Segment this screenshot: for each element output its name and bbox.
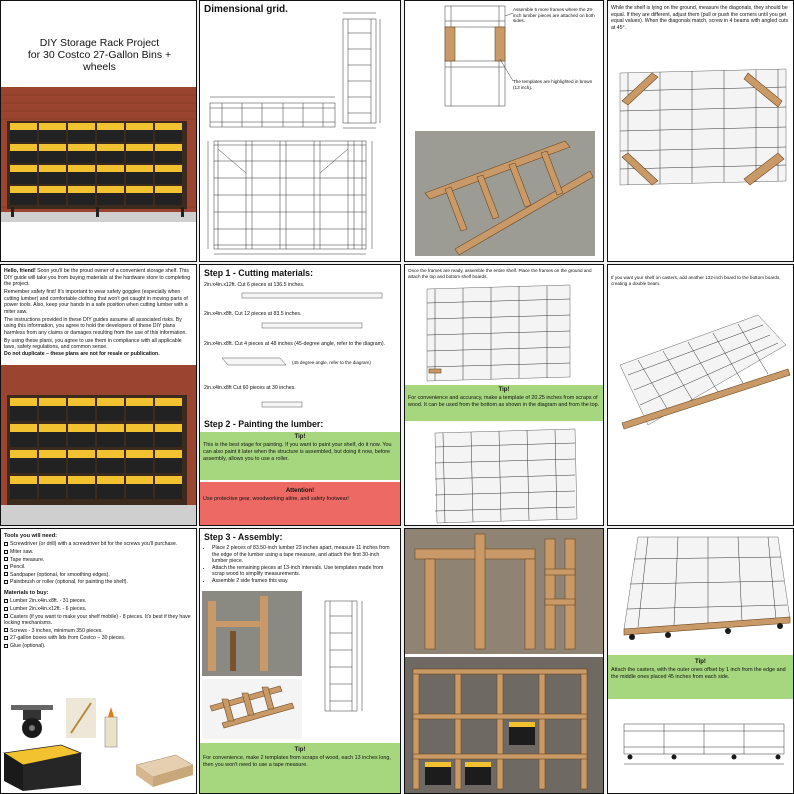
panel-tools-materials [0, 528, 197, 794]
tip-label: Tip! [294, 747, 306, 753]
cut-instruction-3: 2in.x4in.x8ft. Cut 4 pieces at 48 inches (45-degree angle, refer to the diagram). [204, 341, 386, 347]
double-beam-drawing [608, 305, 793, 465]
materials-item: Glue (optional). [4, 643, 194, 650]
step3-bullet-item: • Place 2 pieces of 83.50-inch lumber 23 inches apart, measure 11 inches from the edge of the lumber using a tape measure, and attach the first 30-inch lumber piece. [212, 545, 396, 565]
diagonal-brace-drawing [608, 61, 793, 191]
casters-drawing [608, 529, 793, 654]
shelf-flat-drawing-2 [405, 425, 603, 525]
checkbox-icon [4, 542, 8, 546]
cut-diagram-1 [240, 290, 390, 302]
cut-diagram-2 [260, 320, 370, 332]
compliance-text: By using these plans, you agree to use them in compliance with all applicable laws, safety regulations, and common sense. [4, 337, 182, 350]
no-duplicate-warning: Do not duplicate – these plans are not for resale or publication. [4, 350, 160, 357]
dimensional-grid-title: Dimensional grid. [204, 4, 288, 15]
checkbox-icon [4, 557, 8, 561]
tip-label: Tip! [498, 387, 510, 393]
caster-beam-text: If you want your shelf on casters, add another 132-inch board to the bottom boards, creating a double beam. [611, 275, 781, 286]
tools-item: Sandpaper (optional, for smoothing edges). [4, 572, 194, 579]
intro-text-block [4, 268, 194, 357]
materials-item: 27-gallon boxes with lids from Costco – 30 pieces. [4, 635, 194, 642]
title-line-2: for 30 Costco 27-Gallon Bins + [27, 49, 172, 62]
checkbox-icon [4, 599, 8, 603]
glue-bottle-icon [105, 707, 117, 747]
step3-title: Step 3 - Assembly: [204, 532, 283, 542]
materials-photos [1, 695, 196, 793]
tools-item: Tape measure. [4, 557, 194, 564]
safety-text: Remember safety first! It's important to wear safety goggles (especially when cutting lumber) and comfortable clothing that won't get caught in moving parts of power tools. Also, keep your hands in a safe position when cutting lumber with a miter saw. [4, 289, 188, 315]
cut-instruction-2: 2in.x4in.x8ft. Cut 12 pieces at 83.5 inches. [204, 311, 302, 317]
step3-bullet-item: • Attach the remaining pieces at 13-inch intervals. Use templates made from scrap wood to simplify measurements. [212, 565, 396, 578]
template-callout: The templates are highlighted in brown (13 inch). [513, 79, 593, 90]
checkbox-icon [4, 607, 8, 611]
panel-build-photos [404, 528, 604, 794]
materials-item: Lumber 2in.x4in.x8ft. - 31 pieces. [4, 598, 194, 605]
checkbox-icon [4, 565, 8, 569]
tip-text: For convenience and accuracy, make a template of 20.25 inches from scraps of wood. It can be used from the bottom as shown in the diagram and from the top. [408, 394, 600, 408]
screw-icon [66, 698, 96, 738]
attention-text: Use protective gear, woodworking attire, and safety footwear! [203, 495, 349, 502]
panel-casters [607, 528, 794, 794]
ladder-frame-photo [415, 131, 595, 256]
attention-box [200, 482, 400, 525]
greeting: Hello, friend! [4, 268, 36, 274]
disclaimer-text: The instructions provided in these DIY guides assume all associated risks. By using this information, you agree to hold the developers of these DIY plans harmless from any claims or damages resulting from the use of this information. [4, 316, 187, 336]
step3-bullets [212, 545, 396, 584]
bin-icon [4, 745, 81, 791]
tip-box-casters [608, 655, 793, 699]
checkbox-icon [4, 636, 8, 640]
tools-materials-text [4, 533, 194, 651]
project-title [1, 37, 197, 73]
checkbox-icon [4, 628, 8, 632]
tip-box-templates [200, 743, 400, 793]
shelf-photo-2 [1, 365, 196, 525]
tools-item: Pencil. [4, 564, 194, 571]
intro-text: Soon you'll be the proud owner of a convenient storage shelf. This DIY guide will take you from buying materials at the hardware store to completing the project. [4, 268, 191, 287]
assemble-intro: Once the frames are ready, assemble the entire shelf. Place the frames on the ground and attach the top and bottom shelf boards. [408, 268, 592, 279]
materials-heading: Materials to buy: [4, 589, 49, 596]
materials-list [4, 598, 194, 649]
tools-list [4, 541, 194, 585]
frame-callout: Assemble 5 more frames where the 29-inch lumber pieces are attached on both sides. [513, 7, 595, 24]
build-photos [405, 529, 603, 793]
checkbox-icon [4, 572, 8, 576]
shelf-photo-1 [1, 87, 196, 222]
assembly-photos [200, 591, 400, 741]
cut-instruction-3-note: (45 degree angle, refer to the diagram) [292, 360, 371, 365]
tip-box-painting [200, 432, 400, 480]
panel-frames-templates [404, 0, 604, 262]
tip-box-template-20-25 [405, 385, 603, 421]
caster-bottom-drawing [608, 709, 793, 789]
cut-diagram-4 [260, 399, 340, 413]
checkbox-icon [4, 580, 8, 584]
panel-step3-assembly [199, 528, 401, 794]
tools-item: Paintbrush or roller (optional, for painting the shelf). [4, 579, 194, 586]
tools-item: Screwdriver (or drill) with a screwdriver bit for the screws you'll purchase. [4, 541, 194, 548]
title-line-1: DIY Storage Rack Project [39, 37, 160, 49]
cut-instruction-4: 2in.x4in.x8ft Cut 60 pieces at 30 inches. [204, 385, 296, 391]
tip-text: For convenience, make 2 templates from scraps of wood, each 13 inches long, then you won't need to use a tape measure. [203, 754, 391, 768]
tools-heading: Tools you will need: [4, 533, 58, 539]
tip-label: Tip! [294, 434, 306, 440]
caster-icon [11, 705, 53, 738]
panel-diagonals [607, 0, 794, 262]
panel-caster-beam [607, 264, 794, 526]
shelf-flat-drawing [405, 283, 603, 383]
materials-item: Screws - 3 inches, minimum 350 pieces. [4, 628, 194, 635]
dimensional-grid-drawing [200, 1, 400, 261]
panel-assemble-shelf [404, 264, 604, 526]
intro-paragraph [4, 268, 194, 288]
tip-label: Tip! [695, 659, 706, 665]
attention-label: Attention! [285, 488, 315, 494]
title-line-3: wheels [83, 61, 116, 74]
materials-item: Lumber 2in.x4in.x12ft. - 6 pieces. [4, 606, 194, 613]
tip-text: This is the best stage for painting. If you want to paint your shelf, do it now. You can also paint it later when the structure is assembled, but doing it now, before assembly, allows you to use a roller. [203, 441, 392, 462]
diagonals-text: While the shelf is lying on the ground, measure the diagonals, they should be equal. If they are different, adjust them (pull or push the corners until you get equal values). When the diagonals match, screw in 4 beams with angled cuts at 45°. [611, 5, 789, 31]
lumber-block-icon [136, 755, 193, 787]
tools-item: Miter saw. [4, 549, 194, 556]
step1-title: Step 1 - Cutting materials: [204, 268, 313, 278]
panel-intro [0, 264, 197, 526]
materials-item: Casters (if you want to make your shelf mobile) - 8 pieces. It's best if they have locking mechanisms. [4, 613, 191, 627]
panel-title-cover [0, 0, 197, 262]
cut-instruction-1: 2in.x4in.x12ft. Cut 6 pieces at 136.5 inches. [204, 282, 305, 288]
panel-dimensional-grid [199, 0, 401, 262]
checkbox-icon [4, 644, 8, 648]
tip-text: Attach the casters, with the outer ones offset by 1 inch from the edge and the middle ones placed 45 inches from each side. [611, 666, 786, 680]
step2-title: Step 2 - Painting the lumber: [204, 419, 324, 429]
checkbox-icon [4, 550, 8, 554]
step3-bullet-item: • Assemble 2 side frames this way. [212, 578, 396, 585]
panel-step1-step2 [199, 264, 401, 526]
checkbox-icon [4, 614, 8, 618]
